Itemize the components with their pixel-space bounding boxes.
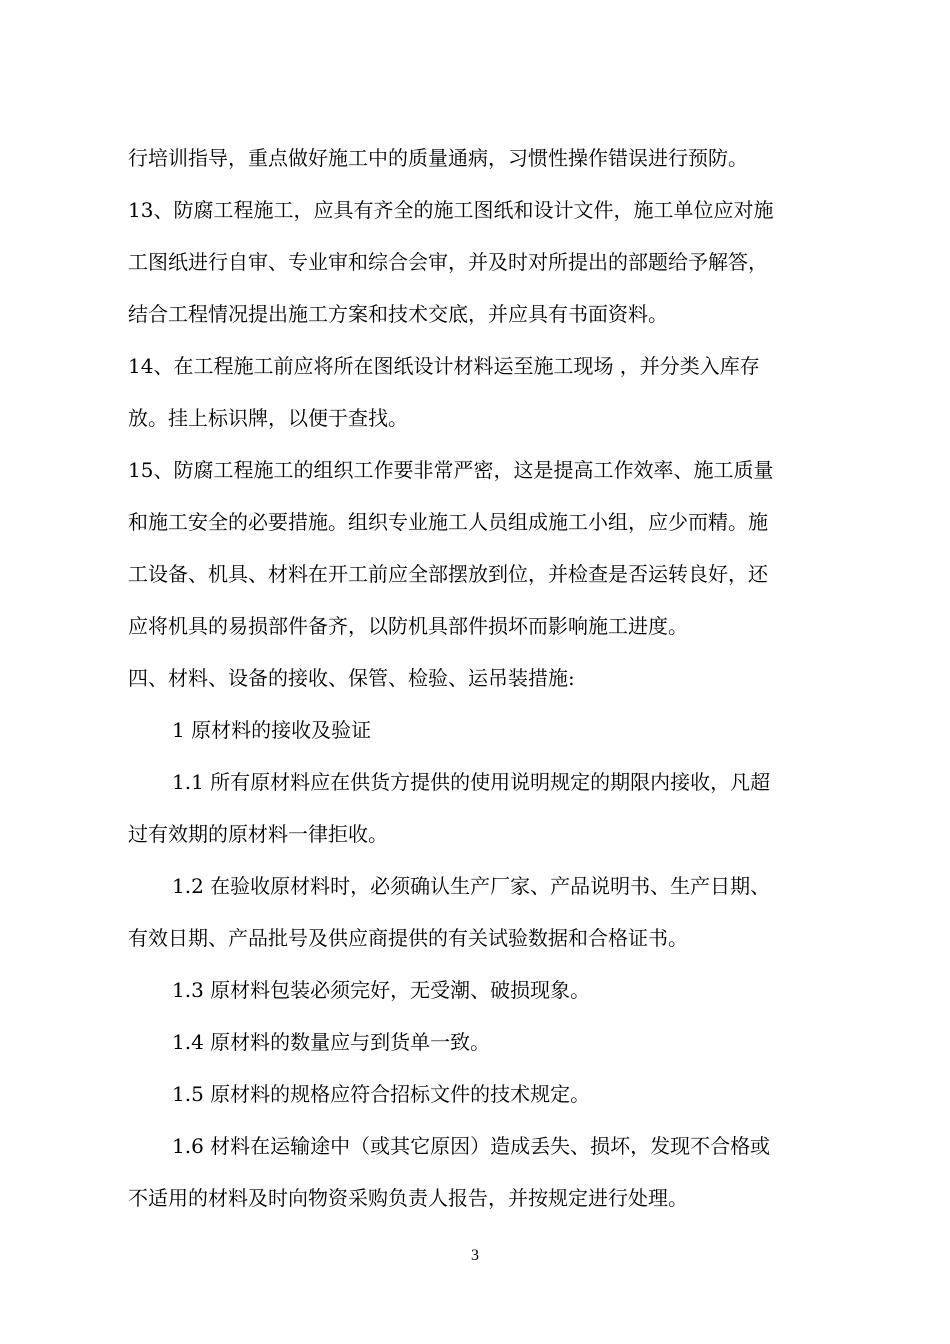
- text-line-9: 工设备、机具、材料在开工前应全部摆放到位，并检查是否运转良好，还: [128, 562, 768, 586]
- text-line-10: 应将机具的易损部件备齐，以防机具部件损坏而影响施工进度。: [128, 614, 688, 638]
- text-line-14: 过有效期的原材料一律拒收。: [128, 822, 388, 846]
- text-line-17: 1.3 原材料包装必须完好，无受潮、破损现象。: [172, 978, 591, 1002]
- text-line-18: 1.4 原材料的数量应与到货单一致。: [172, 1030, 491, 1054]
- text-line-21: 不适用的材料及时向物资采购负责人报告，并按规定进行处理。: [128, 1186, 688, 1210]
- text-line-13: 1.1 所有原材料应在供货方提供的使用说明规定的期限内接收，凡超: [172, 770, 771, 794]
- page-number: 3: [471, 1247, 479, 1264]
- text-line-5: 14、在工程施工前应将所在图纸设计材料运至施工现场 ，并分类入库存: [128, 354, 760, 378]
- text-line-7: 15、防腐工程施工的组织工作要非常严密，这是提高工作效率、施工质量: [128, 458, 774, 482]
- text-line-6: 放。挂上标识牌，以便于查找。: [128, 406, 408, 430]
- text-line-8: 和施工安全的必要措施。组织专业施工人员组成施工小组，应少而精。施: [128, 510, 768, 534]
- text-line-16: 有效日期、产品批号及供应商提供的有关试验数据和合格证书。: [128, 926, 688, 950]
- text-line-19: 1.5 原材料的规格应符合招标文件的技术规定。: [172, 1082, 591, 1106]
- section-heading: 四、材料、设备的接收、保管、检验、运吊装措施:: [128, 666, 575, 690]
- text-line-20: 1.6 材料在运输途中（或其它原因）造成丢失、损坏，发现不合格或: [172, 1134, 771, 1158]
- text-line-15: 1.2 在验收原材料时，必须确认生产厂家、产品说明书、生产日期、: [172, 874, 771, 898]
- text-line-3: 工图纸进行自审、专业审和综合会审，并及时对所提出的部题给予解答，: [128, 250, 768, 274]
- body-text: [128, 132, 833, 1224]
- text-line-2: 13、防腐工程施工，应具有齐全的施工图纸和设计文件，施工单位应对施: [128, 198, 774, 222]
- text-line-1: 行培训指导，重点做好施工中的质量通病，习惯性操作错误进行预防。: [128, 146, 748, 170]
- subsection-heading: 1 原材料的接收及验证: [172, 718, 372, 742]
- text-line-4: 结合工程情况提出施工方案和技术交底，并应具有书面资料。: [128, 302, 668, 326]
